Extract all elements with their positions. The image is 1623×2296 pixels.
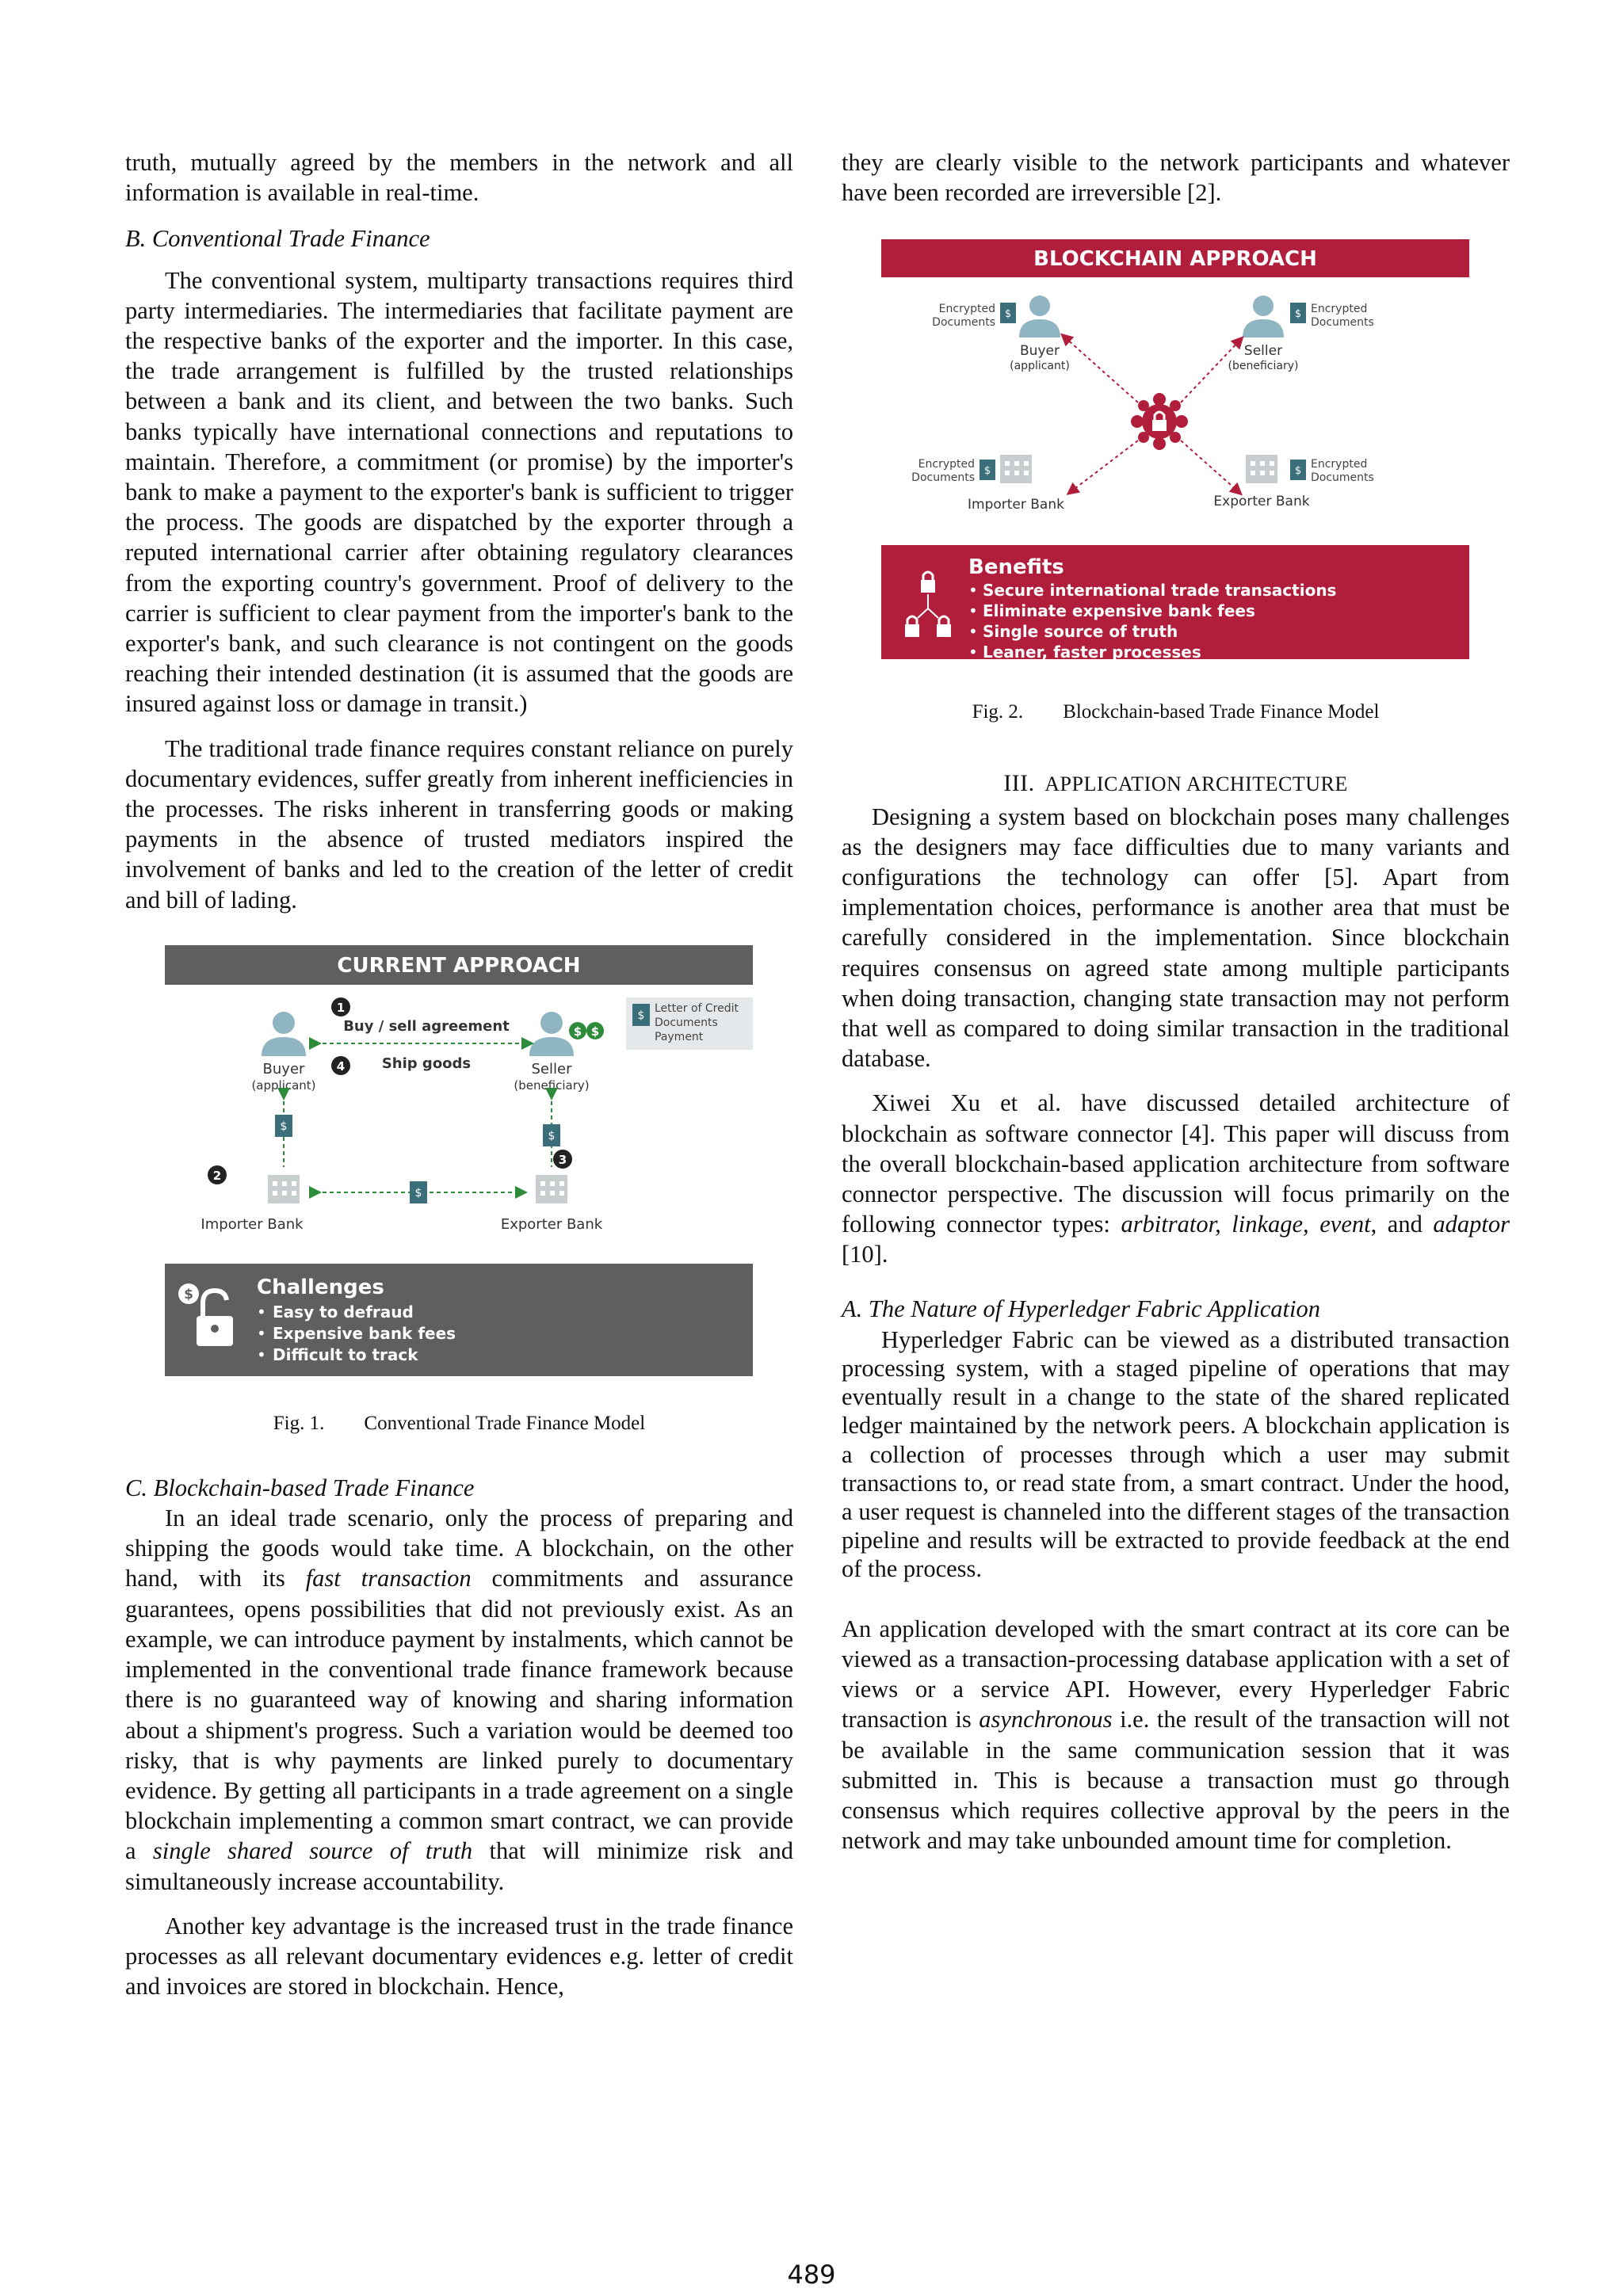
figure-2-caption-text: Blockchain-based Trade Finance Model [1063,701,1380,723]
paragraph: The traditional trade finance requires constant reliance on purely documentary evidences, suffer greatly from inherent inefficiencies in the processes. The risks inherent in transferring goods or making payments in the absence of trusted mediators inspired the involvement of banks and led to the creation of the letter of credit and bill of lading. [125,734,793,913]
enc-label: Documents [1311,471,1374,485]
step-badge-2: 2 [212,1168,222,1183]
enc-label: Encrypted [938,303,995,316]
paragraph: In an ideal trade scenario, only the process of preparing and shipping the goods would take time. A blockchain, on the other hand, with its fast transaction commitments and assurance guarantees, opens possibilities that did not previously exist. As an example, we can introduce payment by instalments, which cannot be implemented in the conventional trade finance framework because there is no guaranteed way of knowing and sharing information about a shipment's progress. Such a variation would be deemed too risky, that is why payments are linked purely to documentary evidence. By getting all participants in a trade agreement on a single blockchain implementing a common smart contract, we can provide a single shared source of truth that will minimize risk and simultaneously increase accountability. [125,1505,793,1895]
importer-bank-icon [268,1175,300,1203]
paragraph: truth, mutually agreed by the members in the network and all information is available in real-time. [125,149,793,207]
challenges-title: Challenges [257,1275,384,1299]
right-column [842,147,1510,1855]
section-heading-c: C. Blockchain-based Trade Finance [125,1474,475,1501]
legend-payment: Payment [655,1030,704,1043]
paragraph: Another key advantage is the increased trust in the trade finance processes as all relevant documentary evidences e.g. letter of credit and invoices are stored in blockchain. Hence, [125,1912,793,2000]
step-badge-3: 3 [558,1152,567,1167]
svg-text:$: $ [590,1024,600,1039]
svg-text:•: • [968,581,978,601]
enc-label: Documents [911,471,975,485]
benefit-item: Leaner, faster processes [983,643,1201,662]
enc-label: Encrypted [1311,303,1368,316]
fig1-buyer-label: Buyer [262,1060,305,1077]
section-heading-3 [842,769,1510,799]
page-number: 489 [787,2260,836,2290]
svg-text:•: • [968,643,978,662]
importer-bank-icon [1000,455,1032,483]
paragraph: they are clearly visible to the network participants and whatever have been recorded are irreversible [2]. [842,149,1510,207]
step-badge-1: 1 [336,1000,346,1015]
blockchain-network-icon [1131,393,1188,450]
legend-documents: Documents [655,1016,718,1029]
svg-text:$: $ [1294,308,1302,321]
exporter-bank-icon [536,1175,567,1203]
section-heading-a: A. The Nature of Hyperledger Fabric Application [842,1295,1320,1322]
svg-text:•: • [968,601,978,621]
seller-person-icon [1243,296,1284,338]
fig2-header-title: BLOCKCHAIN APPROACH [1033,247,1317,272]
dollar-coins-icon [569,1022,604,1039]
benefit-item: Single source of truth [983,622,1178,642]
section-heading-b: B. Conventional Trade Finance [125,225,430,253]
section-3-number: III. [1003,770,1035,797]
paragraph: Hyperledger Fabric can be viewed as a distributed transaction processing system, with a staged pipeline of operations that may eventually result in a change to the state of the shared replicated ledger maintained by the network peers. A blockchain application is a collection of processes through which a user may submit transactions to, or read state from, a smart contract. Under the hood, a user request is channeled into the different stages of the transaction pipeline and results will be extracted to provide feedback at the end of the process. [842,1325,1510,1583]
figure-2-diagram [842,239,1510,667]
figure-1-caption [125,1409,793,1439]
seller-person-icon [529,1012,574,1056]
svg-text:$: $ [280,1119,288,1133]
paragraph: Xiwei Xu et al. have discussed detailed architecture of blockchain as software connector [4]. This paper will discuss from the overall blockchain-based application architecture from software connector perspective. The discussion will focus primarily on the following connector types: arbitrator, linkage, event, and adaptor [10]. [842,1089,1510,1268]
fig2-buyer-sub: (applicant) [1010,360,1070,373]
challenge-item: Easy to defraud [273,1302,414,1322]
step-badge-4: 4 [336,1058,346,1074]
exporter-bank-icon [1246,455,1277,483]
left-column [125,147,793,2001]
fig1-buyer-sub: (applicant) [251,1077,316,1093]
enc-label: Documents [932,316,995,330]
section-3-title: APPLICATION ARCHITECTURE [1044,772,1348,796]
svg-text:$: $ [637,1009,645,1022]
fig2-exporter-label: Exporter Bank [1213,494,1310,510]
paragraph: Designing a system based on blockchain poses many challenges as the designers may face difficulties due to many variants and configurations the technology can offer [5]. Apart from implementation choices, performance is another area that must be carefully considered in the implementation. Since blockchain requires consensus on agreed state among multiple participants when doing transaction, changing state transaction may not perform that well as compared to doing similar transaction in the traditional database. [842,803,1510,1073]
enc-label: Encrypted [1311,458,1368,471]
fig1-header-title: CURRENT APPROACH [337,953,581,978]
buyer-person-icon [1019,296,1060,338]
enc-label: Encrypted [918,458,975,471]
figure-2-caption [842,697,1510,727]
svg-text:$: $ [983,465,991,478]
challenges-panel [165,1264,753,1376]
fig2-importer-label: Importer Bank [968,497,1064,513]
enc-label: Documents [1311,316,1374,330]
svg-text:$: $ [573,1024,582,1039]
fig1-importer-label: Importer Bank [200,1215,304,1233]
ship-goods-label: Ship goods [381,1055,472,1072]
fig1-seller-label: Seller [531,1060,572,1077]
figure-2 [842,239,1510,723]
challenge-item: Expensive bank fees [273,1323,456,1343]
figure-1 [125,945,793,1444]
svg-text:•: • [257,1302,266,1322]
buyer-person-icon [262,1012,306,1056]
paragraph: An application developed with the smart contract at its core can be viewed as a transaction-processing database application with a set of views or a service API. However, every Hyperledger Fabric transaction is asynchronous i.e. the result of the transaction will not be available in the same communication session that it was submitted in. This is because a transaction must go through consensus which requires collective approval by the peers in the network and may take unbounded amount time for completion. [842,1615,1510,1855]
figure-1-diagram [125,945,793,1401]
paragraph: The conventional system, multiparty transactions requires third party intermediaries. The intermediaries that facilitate payment are the respective banks of the exporter and the importer. In this case, the trade arrangement is fulfilled by the trusted relationships between a bank and its client, and between the two banks. Such banks typically have international connections and reputations to maintain. Therefore, a commitment (or promise) by the importer's bank to make a payment to the exporter's bank is sufficient to trigger the process. The goods are dispatched by the exporter through a reputed international carrier after obtaining regulatory clearances from the exporting country's government. Proof of delivery to the carrier is sufficient to clear payment from the importer's bank to the exporter's bank, and such clearance is not contingent on the goods reaching their intended destination (it is assumed that the goods are insured against loss or damage in transit.) [125,266,793,718]
fig1-exporter-label: Exporter Bank [500,1215,603,1233]
benefit-item: Secure international trade transactions [983,581,1337,601]
fig2-buyer-label: Buyer [1020,343,1060,360]
svg-text:$: $ [548,1129,556,1142]
svg-text:•: • [968,622,978,642]
challenge-item: Difficult to track [273,1344,418,1364]
svg-text:$: $ [1294,465,1302,478]
svg-text:•: • [257,1323,266,1343]
fig2-seller-label: Seller [1243,343,1283,360]
benefit-item: Eliminate expensive bank fees [983,601,1255,621]
legend-letter-of-credit: Letter of Credit [655,1001,739,1015]
buy-sell-agreement-label: Buy / sell agreement [343,1017,510,1035]
fig2-seller-sub: (beneficiary) [1228,360,1299,373]
figure-1-label: Fig. 1. [273,1412,325,1434]
svg-text:$: $ [1004,308,1012,321]
fig1-seller-sub: (beneficiary) [514,1077,590,1093]
svg-text:$: $ [184,1286,193,1302]
benefits-title: Benefits [968,555,1064,580]
figure-2-label: Fig. 2. [972,701,1024,723]
svg-text:$: $ [414,1186,422,1199]
figure-1-caption-text: Conventional Trade Finance Model [364,1412,646,1434]
svg-text:•: • [257,1344,266,1364]
